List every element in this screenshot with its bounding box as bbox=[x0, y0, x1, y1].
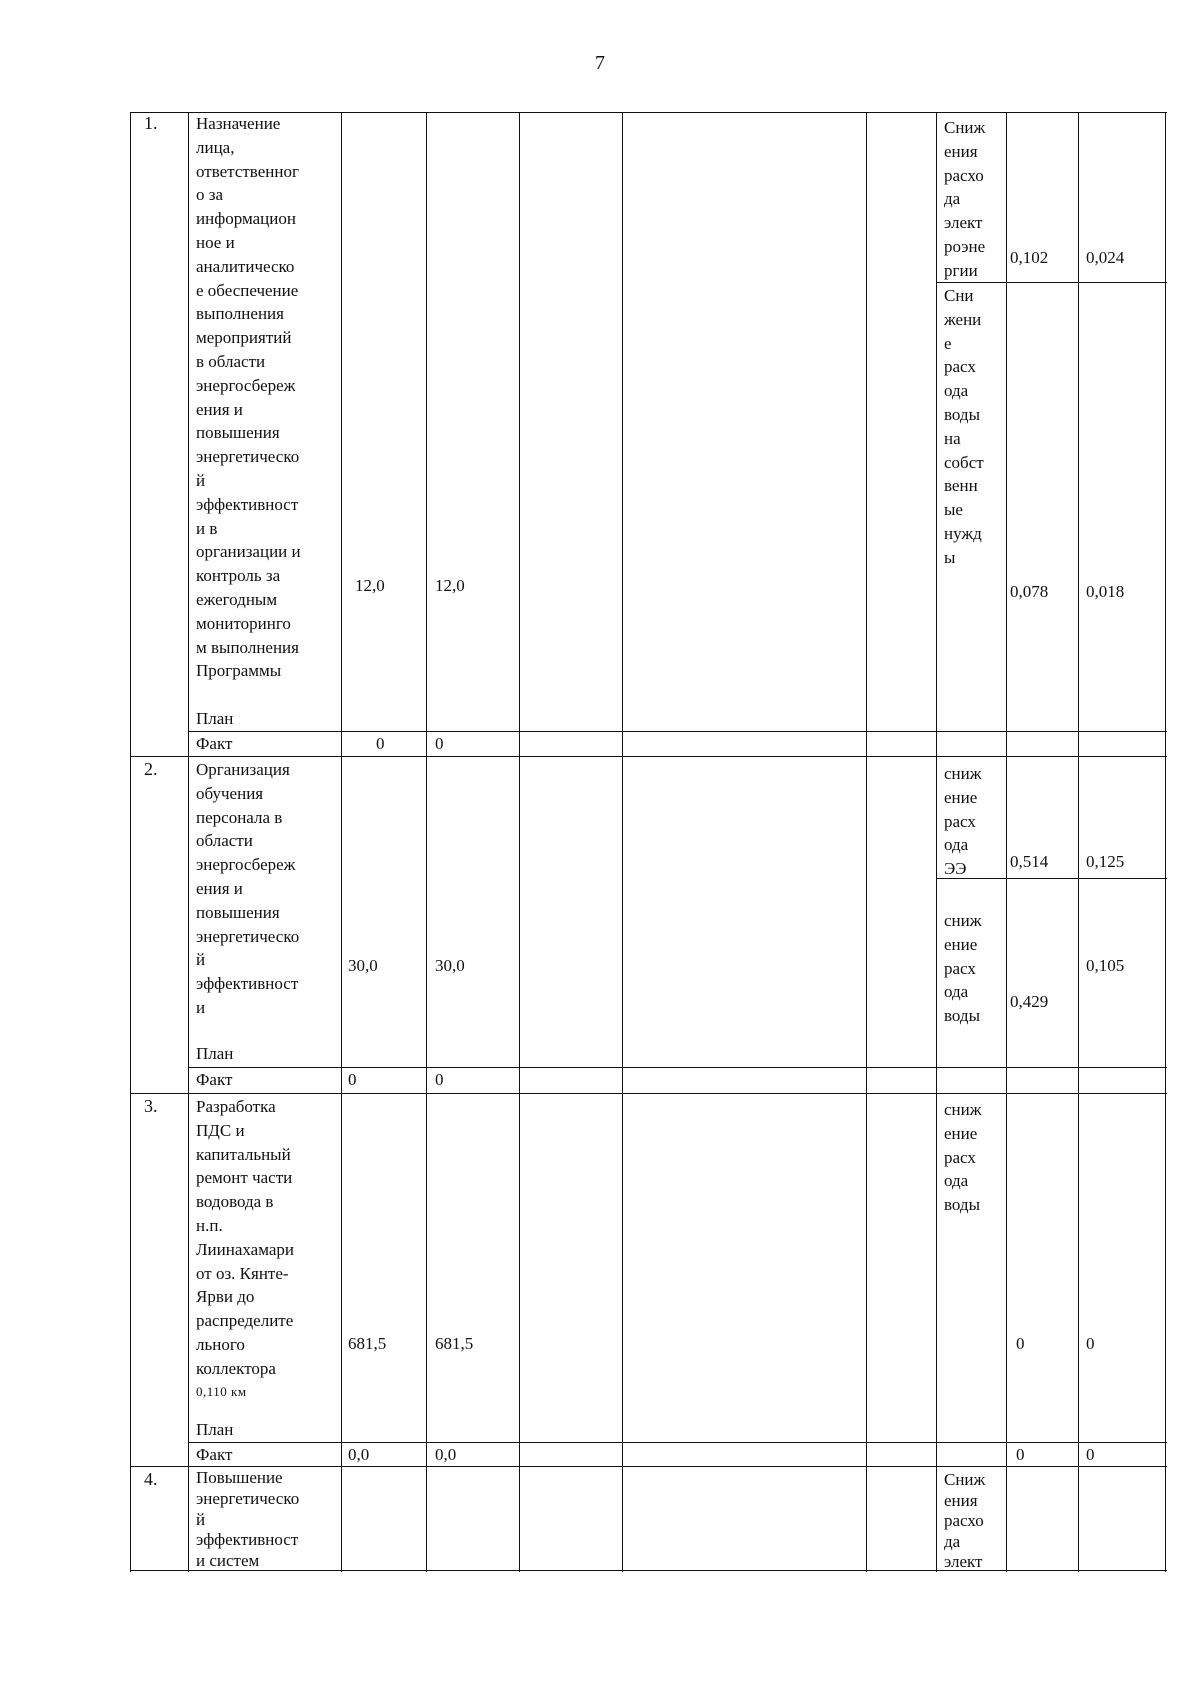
plan-label: План bbox=[196, 709, 234, 728]
fact-indicator-value: 0 bbox=[1016, 1445, 1025, 1464]
indicator-value: 0,429 bbox=[1010, 992, 1049, 1011]
grid-line bbox=[188, 1067, 1167, 1068]
grid-line bbox=[130, 1466, 1167, 1467]
page-number: 7 bbox=[595, 52, 605, 74]
measure-name: Назначение лица, ответственног о за информацион ное и аналитическо е обеспечение выполнения мероприятий в области энергосбереж ения и повышения энергетическо й эффективност и в организации и контроль за ежегодным мониторинго м выполнения Программы bbox=[196, 114, 301, 681]
indicator-label: сниж ение расх ода воды bbox=[944, 1100, 982, 1215]
plan-value: 30,0 bbox=[348, 956, 378, 975]
grid-line bbox=[622, 112, 623, 1572]
indicator-label: Сни жени е расх ода воды на собст венн ые нужд ы bbox=[944, 286, 984, 567]
grid-line bbox=[130, 1093, 1167, 1094]
plan-value: 681,5 bbox=[435, 1334, 474, 1353]
plan-label: План bbox=[196, 1420, 234, 1439]
row-number: 2. bbox=[144, 759, 158, 779]
fact-value: 0,0 bbox=[348, 1445, 370, 1464]
indicator-value: 0 bbox=[1016, 1334, 1025, 1353]
grid-line bbox=[341, 112, 342, 1572]
grid-line bbox=[1006, 112, 1007, 1572]
grid-line bbox=[188, 112, 189, 1572]
fact-value: 0,0 bbox=[435, 1445, 457, 1464]
fact-value: 0 bbox=[435, 734, 444, 753]
grid-line bbox=[936, 112, 937, 1572]
measure-name-length: 0,110 км bbox=[196, 1384, 247, 1399]
plan-value: 12,0 bbox=[435, 576, 465, 595]
indicator-value: 0,018 bbox=[1086, 582, 1125, 601]
fact-value: 0 bbox=[376, 734, 385, 753]
fact-label: Факт bbox=[196, 734, 233, 753]
plan-value: 12,0 bbox=[355, 576, 385, 595]
grid-line bbox=[519, 112, 520, 1572]
fact-indicator-value: 0 bbox=[1086, 1445, 1095, 1464]
measure-name: Повышение энергетическо й эффективност и систем bbox=[196, 1468, 300, 1571]
fact-value: 0 bbox=[435, 1070, 444, 1089]
row-number: 3. bbox=[144, 1096, 158, 1116]
measure-name: Организация обучения персонала в области энергосбереж ения и повышения энергетическо й эффективност и bbox=[196, 760, 300, 1017]
plan-value: 30,0 bbox=[435, 956, 465, 975]
indicator-label: Сниж ения расхо да элект bbox=[944, 1470, 986, 1571]
indicator-value: 0,105 bbox=[1086, 956, 1125, 975]
plan-value: 681,5 bbox=[348, 1334, 387, 1353]
grid-line bbox=[188, 731, 1167, 732]
grid-line bbox=[866, 112, 867, 1572]
indicator-value: 0,102 bbox=[1010, 248, 1049, 267]
measures-table bbox=[130, 112, 1167, 1572]
indicator-value: 0,514 bbox=[1010, 852, 1049, 871]
grid-line bbox=[1165, 112, 1166, 1572]
measure-name: Разработка ПДС и капитальный ремонт части водовода в н.п. Лиинахамари от оз. Кянте- Ярви до распределите льного коллектора bbox=[196, 1097, 294, 1378]
indicator-label: сниж ение расх ода воды bbox=[944, 911, 982, 1026]
indicator-value: 0,078 bbox=[1010, 582, 1049, 601]
grid-line bbox=[130, 756, 1167, 757]
row-number: 1. bbox=[144, 113, 158, 133]
indicator-label: Сниж ения расхо да элект роэне ргии bbox=[944, 118, 986, 280]
indicator-value: 0,125 bbox=[1086, 852, 1125, 871]
fact-label: Факт bbox=[196, 1445, 233, 1464]
grid-line bbox=[426, 112, 427, 1572]
fact-value: 0 bbox=[348, 1070, 357, 1089]
indicator-value: 0 bbox=[1086, 1334, 1095, 1353]
fact-label: Факт bbox=[196, 1070, 233, 1089]
grid-line bbox=[1078, 112, 1079, 1572]
indicator-label: сниж ение расх ода ЭЭ bbox=[944, 764, 982, 879]
row-number: 4. bbox=[144, 1469, 158, 1489]
plan-label: План bbox=[196, 1044, 234, 1063]
indicator-value: 0,024 bbox=[1086, 248, 1125, 267]
grid-line bbox=[130, 112, 131, 1572]
